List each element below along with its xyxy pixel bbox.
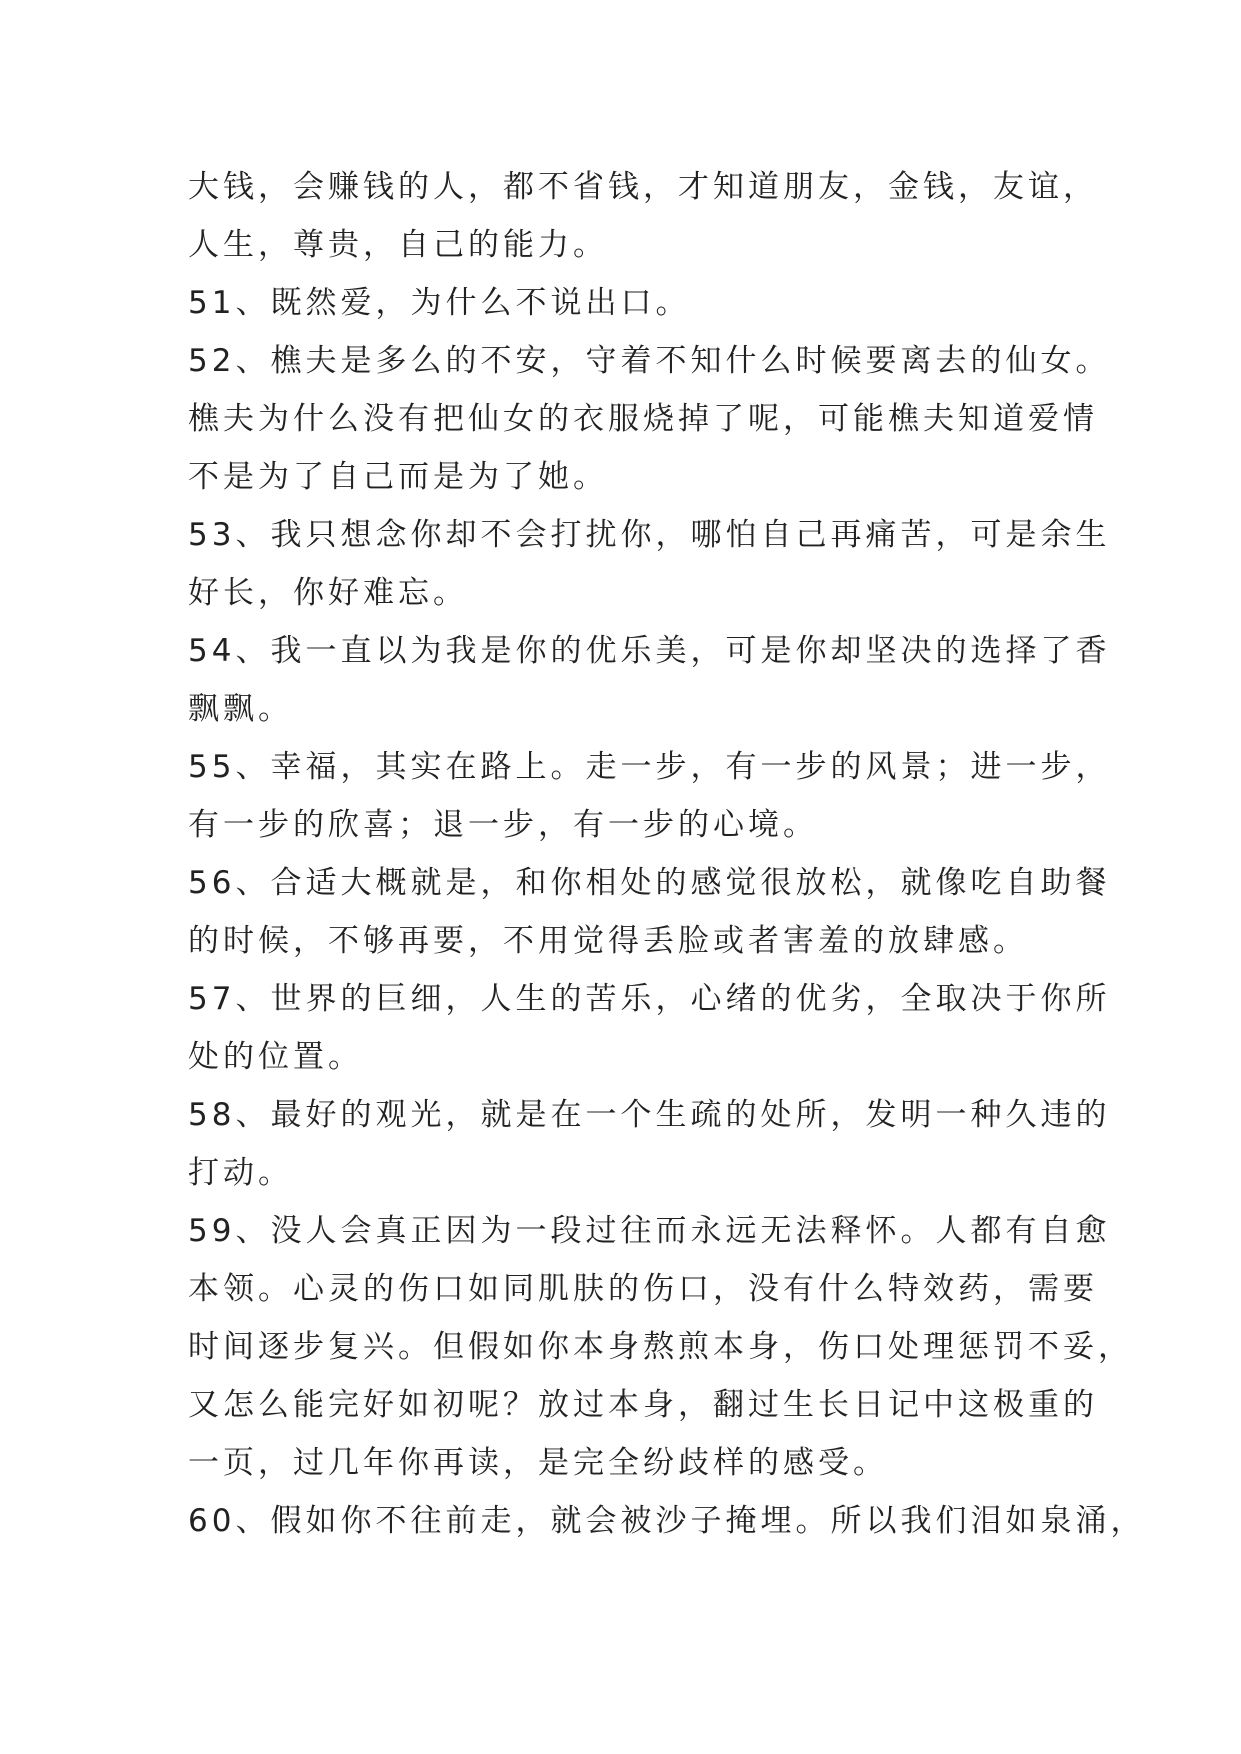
text-line: 55、幸福，其实在路上。走一步，有一步的风景；进一步，	[188, 749, 1111, 785]
text-line: 56、合适大概就是，和你相处的感觉很放松，就像吃自助餐	[188, 865, 1111, 901]
text-line: 不是为了自己而是为了她。	[188, 459, 608, 495]
text-line: 58、最好的观光，就是在一个生疏的处所，发明一种久违的	[188, 1097, 1111, 1133]
text-line: 打动。	[188, 1155, 293, 1191]
text-line: 57、世界的巨细，人生的苦乐，心绪的优劣，全取决于你所	[188, 981, 1111, 1017]
text-line: 54、我一直以为我是你的优乐美，可是你却坚决的选择了香	[188, 633, 1111, 669]
text-line: 53、我只想念你却不会打扰你，哪怕自己再痛苦，可是余生	[188, 517, 1111, 553]
text-line: 本领。心灵的伤口如同肌肤的伤口，没有什么特效药，需要	[188, 1271, 1098, 1307]
text-line: 一页，过几年你再读，是完全纷歧样的感受。	[188, 1445, 888, 1481]
text-line: 大钱，会赚钱的人，都不省钱，才知道朋友，金钱，友谊，	[188, 169, 1098, 205]
text-line: 52、樵夫是多么的不安，守着不知什么时候要离去的仙女。	[188, 343, 1111, 379]
text-line: 60、假如你不往前走，就会被沙子掩埋。所以我们泪如泉涌，	[188, 1503, 1146, 1539]
text-line: 的时候，不够再要，不用觉得丢脸或者害羞的放肆感。	[188, 923, 1028, 959]
text-line: 好长，你好难忘。	[188, 575, 468, 611]
text-line: 时间逐步复兴。但假如你本身熬煎本身，伤口处理惩罚不妥，	[188, 1329, 1133, 1365]
text-line: 飘飘。	[188, 691, 293, 727]
text-line: 又怎么能完好如初呢？放过本身，翻过生长日记中这极重的	[188, 1387, 1098, 1423]
document-body	[188, 158, 1146, 1550]
text-line: 人生，尊贵，自己的能力。	[188, 227, 608, 263]
text-line: 51、既然爱，为什么不说出口。	[188, 285, 691, 321]
text-line: 有一步的欣喜；退一步，有一步的心境。	[188, 807, 818, 843]
text-line: 樵夫为什么没有把仙女的衣服烧掉了呢，可能樵夫知道爱情	[188, 401, 1098, 437]
text-line: 59、没人会真正因为一段过往而永远无法释怀。人都有自愈	[188, 1213, 1111, 1249]
text-line: 处的位置。	[188, 1039, 363, 1075]
